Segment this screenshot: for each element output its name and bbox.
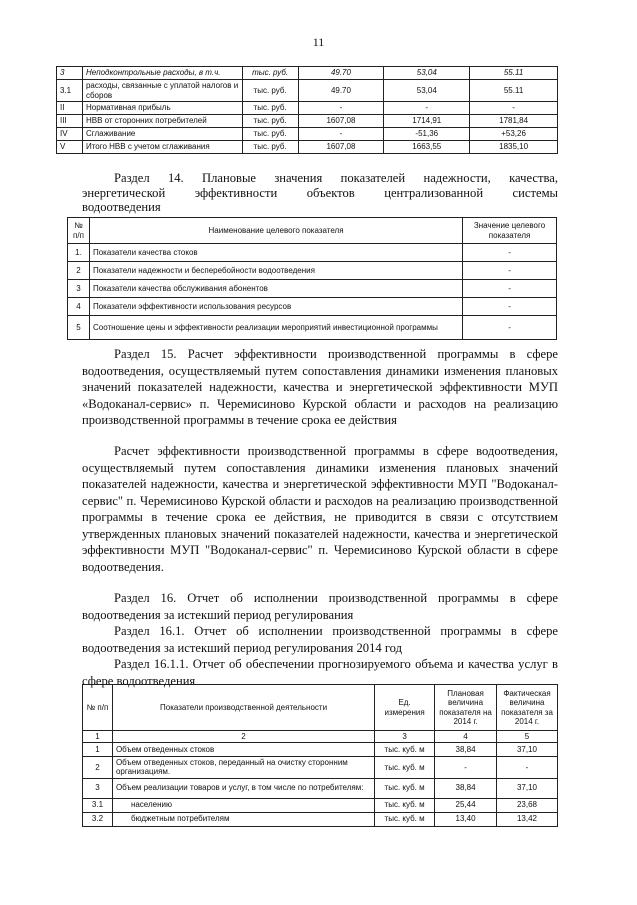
table-cell: Соотношение цены и эффективности реализации мероприятий инвестиционной программы	[89, 316, 462, 340]
table-cell: IV	[57, 128, 83, 141]
section15-title: Раздел 15. Расчет эффективности производственной программы в сфере водоотведения, осуществляемый путем сопоставления динамики изменения плановых значений показателей надежности, качества и энергетической эффективности МУП «Водоканал-сервис» п. Черемисиново Курской области и расходов на реализацию производственной программы в течение срока ее действия	[82, 347, 558, 427]
table-cell: тыс. руб.	[242, 67, 298, 80]
table-cell: 4	[68, 298, 90, 316]
table-cell: -	[497, 757, 558, 778]
col-header-num: № п/п	[83, 685, 113, 731]
table-cell: Показатели эффективности использования ресурсов	[89, 298, 462, 316]
section14-title: Раздел 14. Плановые значения показателей надежности, качества, энергетической эффективности объектов централизованной системы водоотведения	[82, 171, 558, 214]
table-cell: Сглаживание	[82, 128, 242, 141]
col-index: 2	[112, 731, 374, 743]
table-cell: тыс. руб.	[242, 102, 298, 115]
table-row	[83, 778, 558, 798]
table-cell: 2	[83, 757, 113, 778]
table-cell: -	[470, 102, 558, 115]
table-cell: 49.70	[298, 67, 384, 80]
table-cell: 1607,08	[298, 141, 384, 154]
col-index: 4	[435, 731, 497, 743]
table-cell: 25,44	[435, 798, 497, 812]
col-header-target: Значение целевого показателя	[463, 218, 557, 244]
table-cell: населению	[112, 798, 374, 812]
table-cell: Показатели надежности и бесперебойности водоотведения	[89, 262, 462, 280]
table-cell: тыс. куб. м	[375, 778, 435, 798]
table-cell: V	[57, 141, 83, 154]
table-cell: 49.70	[298, 80, 384, 102]
table-cell: 3	[83, 778, 113, 798]
table-row	[57, 141, 558, 154]
table-cell: расходы, связанные с уплатой налогов и сборов	[82, 80, 242, 102]
section16-1-title: Раздел 16.1. Отчет об исполнении производственной программы в сфере водоотведения за истекший период регулирования 2014 год	[82, 624, 558, 655]
section16-1-1-title: Раздел 16.1.1. Отчет об обеспечении прогнозируемого объема и качества услуг в сфере водоотведения	[82, 657, 558, 688]
table-cell: -	[463, 280, 557, 298]
table-cell: тыс. руб.	[242, 128, 298, 141]
col-header-unit: Ед. измерения	[375, 685, 435, 731]
table-row	[83, 757, 558, 778]
table-cell: 1781,84	[470, 115, 558, 128]
table-cell: Показатели качества обслуживания абонентов	[89, 280, 462, 298]
table-row	[57, 115, 558, 128]
table-cell: 38,84	[435, 778, 497, 798]
table-row	[57, 128, 558, 141]
table-cell: Нормативная прибыль	[82, 102, 242, 115]
table-row	[68, 316, 557, 340]
col-header-plan: Плановая величина показателя на 2014 г.	[435, 685, 497, 731]
table-cell: НВВ от сторонних потребителей	[82, 115, 242, 128]
col-index: 3	[375, 731, 435, 743]
table-row	[57, 102, 558, 115]
table-cell: 3.1	[83, 798, 113, 812]
table-cell: тыс. руб.	[242, 141, 298, 154]
table-cell: 23,68	[497, 798, 558, 812]
target-indicators-table	[67, 217, 557, 340]
table-cell: бюджетным потребителям	[112, 812, 374, 826]
table-row	[68, 244, 557, 262]
table-row	[83, 798, 558, 812]
table-row	[83, 743, 558, 757]
table-cell: -	[463, 244, 557, 262]
table-cell: Неподконтрольные расходы, в т.ч.	[82, 67, 242, 80]
section16-title: Раздел 16. Отчет об исполнении производственной программы в сфере водоотведения за истекший период регулирования	[82, 591, 558, 622]
table-cell: -51,36	[384, 128, 470, 141]
table-row	[68, 298, 557, 316]
col-index: 5	[497, 731, 558, 743]
table-cell: -	[463, 316, 557, 340]
table-cell: 3.2	[83, 812, 113, 826]
table-cell: 1	[83, 743, 113, 757]
table-row	[83, 812, 558, 826]
table-cell: Объем реализации товаров и услуг, в том числе по потребителям:	[112, 778, 374, 798]
table-cell: тыс. куб. м	[375, 812, 435, 826]
table-row	[57, 67, 558, 80]
table-cell: 1663,55	[384, 141, 470, 154]
table-cell: 53,04	[384, 80, 470, 102]
table-cell: 37,10	[497, 743, 558, 757]
table-cell: 53,04	[384, 67, 470, 80]
production-report-table	[82, 684, 558, 827]
table-cell: 3.1	[57, 80, 83, 102]
table-cell: тыс. руб.	[242, 80, 298, 102]
table-cell: -	[463, 298, 557, 316]
table-cell: Объем отведенных стоков, переданный на очистку сторонним организациям.	[112, 757, 374, 778]
col-header-fact: Фактическая величина показателя за 2014 г.	[497, 685, 558, 731]
table-cell: тыс. куб. м	[375, 798, 435, 812]
table-cell: -	[463, 262, 557, 280]
table-cell: 1714,91	[384, 115, 470, 128]
table-row	[68, 280, 557, 298]
table-cell: 1835,10	[470, 141, 558, 154]
table-cell: 1607,08	[298, 115, 384, 128]
table-cell: 13,40	[435, 812, 497, 826]
col-header-num: № п/п	[68, 218, 90, 244]
table-cell: Объем отведенных стоков	[112, 743, 374, 757]
financial-table	[56, 66, 558, 154]
table-cell: 55.11	[470, 67, 558, 80]
table-cell: 5	[68, 316, 90, 340]
table-cell: 37,10	[497, 778, 558, 798]
table-cell: 38,84	[435, 743, 497, 757]
table-row	[68, 262, 557, 280]
col-header-activity: Показатели производственной деятельности	[112, 685, 374, 731]
section15-body: Расчет эффективности производственной программы в сфере водоотведения, осуществляемый путем сопоставления динамики изменения плановых значений показателей надежности, качества и энергетической эффективности МУП "Водоканал-сервис" п. Черемисиново Курской области и расходов на реализацию производственной программы в течение срока ее действия, не приводится в связи с отсутствием утвержденных плановых значений показателей надежности, качества и энергетической эффективности МУП "Водоканал-сервис" п. Черемисиново Курской области в сфере водоотведения.	[82, 444, 558, 574]
table-cell: 3	[68, 280, 90, 298]
table-row	[57, 80, 558, 102]
table-cell: Показатели качества стоков	[89, 244, 462, 262]
table-cell: 1.	[68, 244, 90, 262]
table-cell: 55.11	[470, 80, 558, 102]
table-cell: Итого НВВ с учетом сглаживания	[82, 141, 242, 154]
col-header-indicator: Наименование целевого показателя	[89, 218, 462, 244]
table-cell: тыс. куб. м	[375, 743, 435, 757]
table-cell: -	[298, 128, 384, 141]
table-cell: тыс. куб. м	[375, 757, 435, 778]
col-index: 1	[83, 731, 113, 743]
table-cell: 13,42	[497, 812, 558, 826]
table-cell: II	[57, 102, 83, 115]
table-cell: +53,26	[470, 128, 558, 141]
table-cell: 2	[68, 262, 90, 280]
table-cell: III	[57, 115, 83, 128]
table-cell: -	[435, 757, 497, 778]
page-number: 11	[312, 35, 325, 49]
table-cell: -	[384, 102, 470, 115]
table-cell: -	[298, 102, 384, 115]
table-cell: тыс. руб.	[242, 115, 298, 128]
table-cell: 3	[57, 67, 83, 80]
